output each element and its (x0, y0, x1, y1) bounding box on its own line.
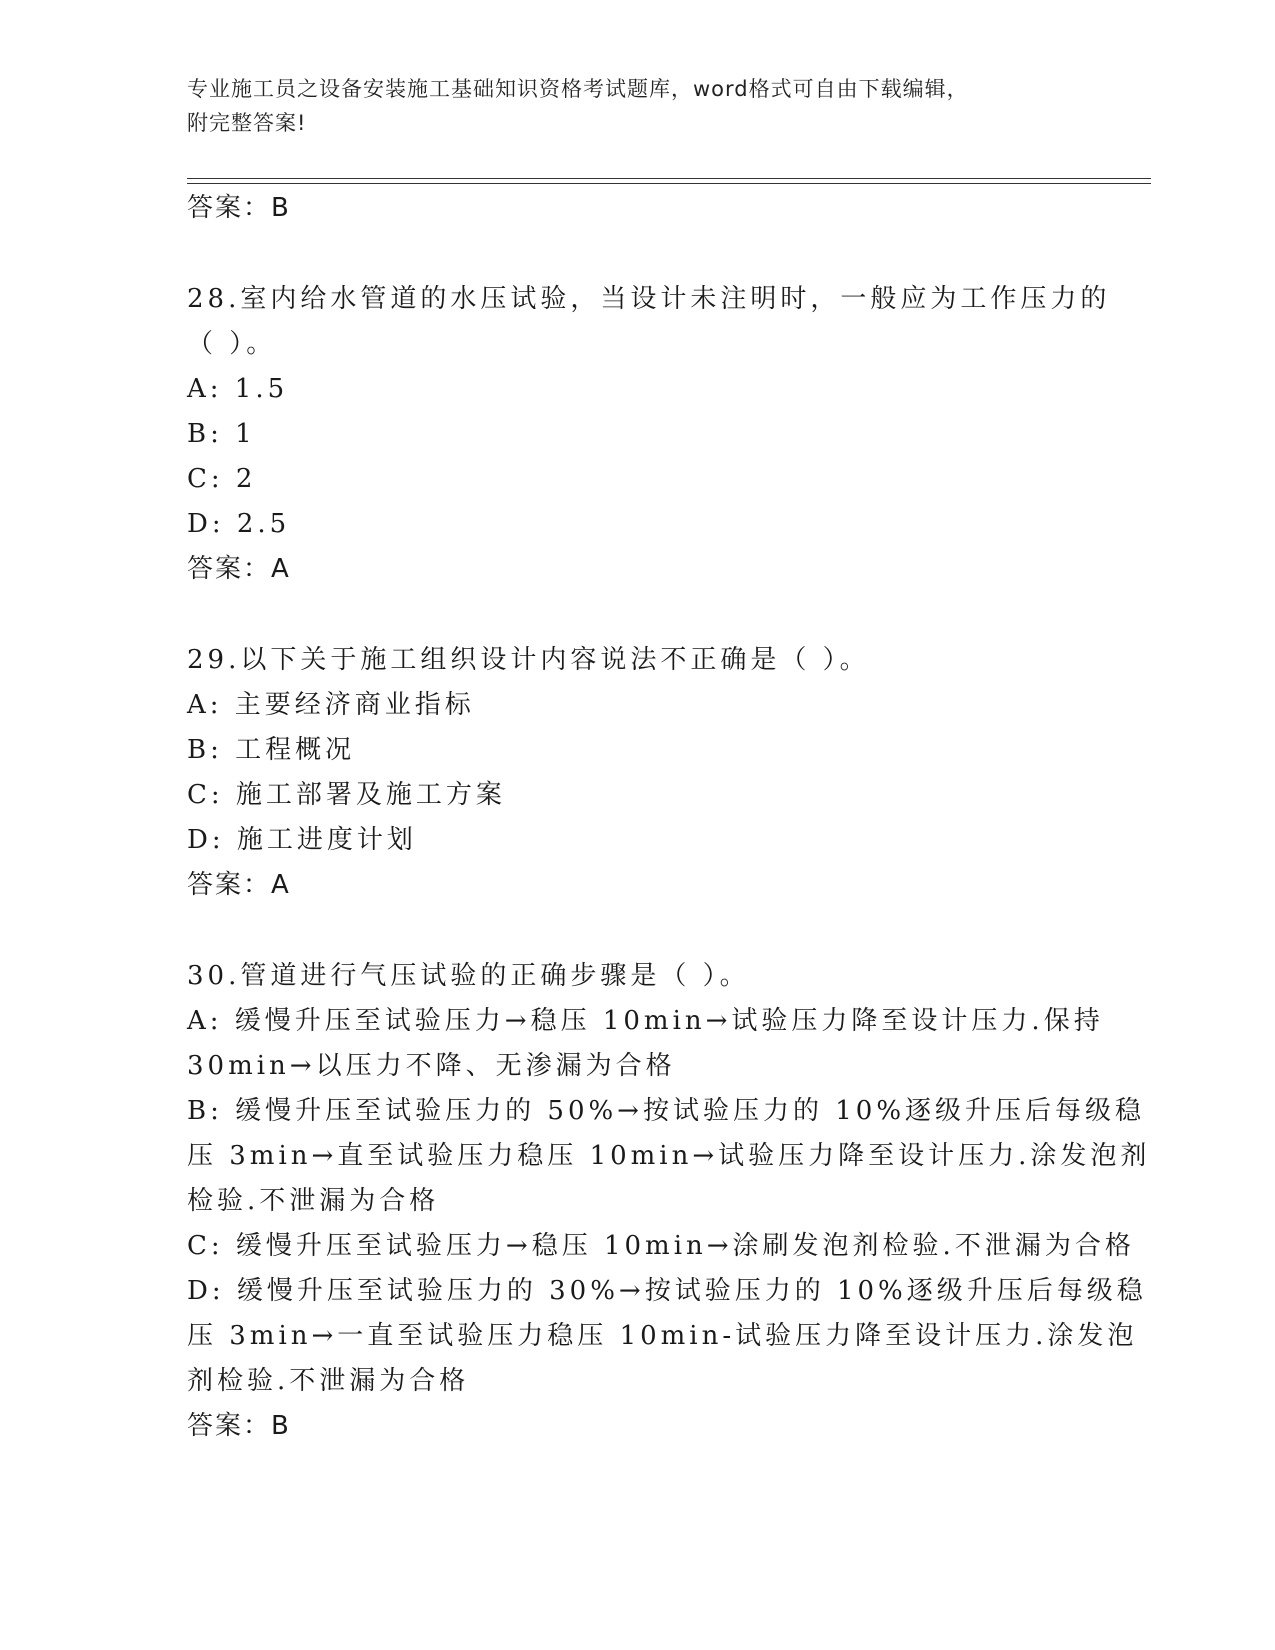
option-a: A: 缓慢升压至试验压力→稳压 10min→试验压力降至设计压力.保持 (187, 1006, 1104, 1036)
header-line-2: 附完整答案! (187, 111, 307, 135)
option-c: C: 缓慢升压至试验压力→稳压 10min→涂刷发泡剂检验.不泄漏为合格 (187, 1231, 1135, 1261)
document-body (187, 186, 1151, 1449)
question-stem: 29.以下关于施工组织设计内容说法不正确是（ ）。 (187, 645, 870, 675)
question-stem: 28.室内给水管道的水压试验，当设计未注明时，一般应为工作压力的 (187, 284, 1111, 314)
question-stem: （ ）。 (187, 329, 277, 359)
question-28 (187, 277, 1111, 592)
option-d: D: 施工进度计划 (187, 825, 417, 855)
option-b-continued: 压 3min→直至试验压力稳压 10min→试验压力降至设计压力.涂发泡剂 (187, 1141, 1151, 1171)
answer-previous: 答案：B (187, 193, 291, 223)
option-a: A: 主要经济商业指标 (187, 690, 475, 720)
header-line-1: 专业施工员之设备安装施工基础知识资格考试题库，word格式可自由下载编辑， (187, 77, 969, 101)
answer-30: 答案：B (187, 1411, 291, 1441)
question-30 (187, 954, 1151, 1449)
page-header (187, 72, 1067, 140)
answer-29: 答案：A (187, 870, 291, 900)
question-29 (187, 638, 1087, 908)
option-b: B: 缓慢升压至试验压力的 50%→按试验压力的 10%逐级升压后每级稳 (187, 1096, 1146, 1126)
option-b-continued: 检验.不泄漏为合格 (187, 1186, 440, 1216)
option-b: B: 1 (187, 419, 256, 449)
answer-28: 答案：A (187, 554, 291, 584)
question-stem: 30.管道进行气压试验的正确步骤是（ ）。 (187, 961, 750, 991)
option-a-continued: 30min→以压力不降、无渗漏为合格 (187, 1051, 676, 1081)
option-a: A: 1.5 (187, 374, 289, 404)
option-b: B: 工程概况 (187, 735, 356, 765)
option-d: D: 缓慢升压至试验压力的 30%→按试验压力的 10%逐级升压后每级稳 (187, 1276, 1147, 1306)
option-d: D: 2.5 (187, 509, 291, 539)
option-c: C: 2 (187, 464, 257, 494)
option-d-continued: 剂检验.不泄漏为合格 (187, 1366, 470, 1396)
option-c: C: 施工部署及施工方案 (187, 780, 506, 810)
header-divider (187, 178, 1151, 184)
option-d-continued: 压 3min→一直至试验压力稳压 10min-试验压力降至设计压力.涂发泡 (187, 1321, 1138, 1351)
